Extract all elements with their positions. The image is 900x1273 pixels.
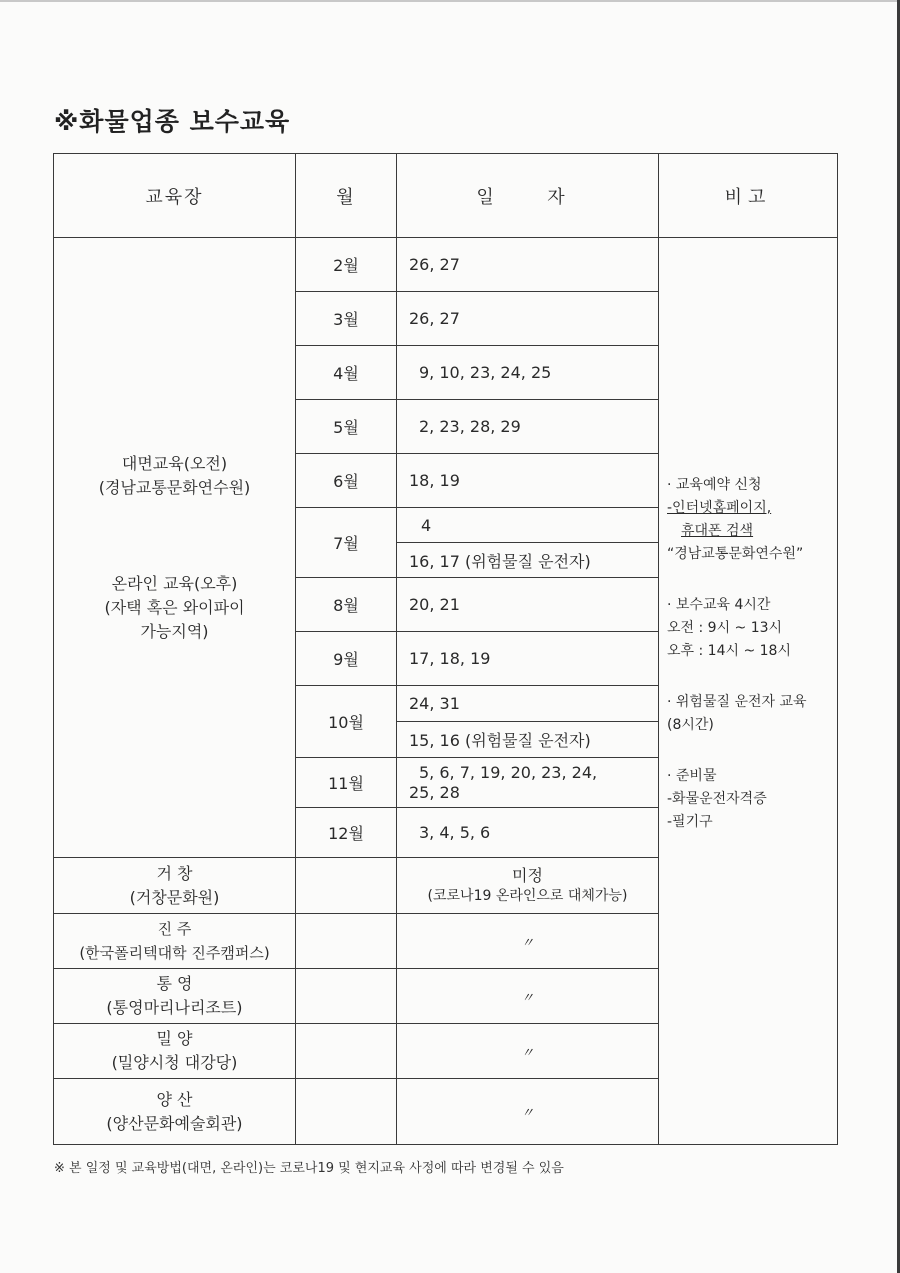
month-cell: 10월	[296, 686, 397, 758]
remarks-line: -필기구	[667, 814, 713, 830]
education-schedule-table	[53, 153, 838, 1145]
month-cell-empty	[296, 858, 397, 914]
main-venue-line: (자택 혹은 와이파이	[104, 597, 245, 617]
dates-cell-hazmat: 15, 16 (위험물질 운전자)	[397, 722, 659, 758]
month-cell: 11월	[296, 758, 397, 808]
remarks-line: (8시간)	[667, 717, 714, 733]
venue-name: 통 영	[156, 974, 193, 993]
venue-name: 거 창	[156, 863, 193, 883]
month-cell: 5월	[296, 400, 397, 454]
dates-line: 25, 28	[409, 782, 460, 802]
remarks-line: -화물운전자격증	[667, 791, 767, 807]
month-cell: 6월	[296, 454, 397, 508]
venue-name: 밀 양	[156, 1029, 193, 1048]
month-cell-empty	[296, 1024, 397, 1079]
month-cell: 12월	[296, 808, 397, 858]
dates-cell: 20, 21	[397, 578, 659, 632]
dates-cell: 2, 23, 28, 29	[397, 400, 659, 454]
dates-cell	[397, 758, 659, 808]
main-venue-cell	[54, 238, 296, 858]
month-cell: 8월	[296, 578, 397, 632]
dates-undecided: 미정	[512, 865, 543, 885]
page-top-edge	[0, 0, 900, 2]
venue-cell	[54, 1079, 296, 1145]
month-cell-empty	[296, 1079, 397, 1145]
remarks-cell	[659, 238, 838, 1145]
venue-place: (밀양시청 대강당)	[111, 1053, 238, 1072]
remarks-line: 오후 : 14시 ~ 18시	[667, 643, 791, 659]
remarks-line: “경남교통문화연수원”	[667, 546, 804, 562]
table-header-row	[54, 154, 838, 238]
venue-name: 양 산	[156, 1089, 193, 1109]
remarks-line: · 교육예약 신청	[667, 477, 762, 493]
venue-cell	[54, 858, 296, 914]
remarks-line: -인터넷홈페이지,	[667, 500, 772, 516]
month-cell-empty	[296, 914, 397, 969]
footnote: ※ 본 일정 및 교육방법(대면, 온라인)는 코로나19 및 현지교육 사정에 따라 변경될 수 있음	[54, 1161, 564, 1176]
venue-cell	[54, 914, 296, 969]
table-row	[54, 238, 838, 292]
venue-place: (통영마리나리조트)	[106, 998, 243, 1017]
venue-place: (양산문화예술회관)	[106, 1113, 243, 1133]
dates-cell: 〃	[397, 1024, 659, 1079]
dates-cell: 4	[397, 508, 659, 543]
main-venue-line: (경남교통문화연수원)	[98, 477, 251, 497]
remarks-line: · 보수교육 4시간	[667, 597, 771, 613]
main-venue-line: 온라인 교육(오후)	[111, 573, 238, 593]
month-cell-empty	[296, 969, 397, 1024]
header-venue: 교육장	[54, 154, 296, 238]
main-venue-line: 대면교육(오전)	[121, 453, 228, 473]
header-dates: 일 자	[397, 154, 659, 238]
dates-cell: 24, 31	[397, 686, 659, 722]
venue-place: (한국폴리텍대학 진주캠퍼스)	[79, 944, 270, 962]
month-cell: 9월	[296, 632, 397, 686]
month-cell: 3월	[296, 292, 397, 346]
header-month: 월	[296, 154, 397, 238]
venue-cell	[54, 1024, 296, 1079]
venue-name: 진 주	[157, 920, 192, 938]
dates-line: 5, 6, 7, 19, 20, 23, 24,	[419, 762, 598, 782]
month-cell: 4월	[296, 346, 397, 400]
dates-note: (코로나19 온라인으로 대체가능)	[427, 887, 628, 904]
remarks-line: · 위험물질 운전자 교육	[667, 694, 807, 710]
month-cell: 7월	[296, 508, 397, 578]
dates-cell: 17, 18, 19	[397, 632, 659, 686]
month-cell: 2월	[296, 238, 397, 292]
remarks-line: 휴대폰 검색	[681, 523, 754, 539]
venue-cell	[54, 969, 296, 1024]
venue-place: (거창문화원)	[129, 887, 220, 907]
dates-cell: 3, 4, 5, 6	[397, 808, 659, 858]
main-venue-line: 가능지역)	[140, 621, 209, 641]
dates-cell: 18, 19	[397, 454, 659, 508]
dates-cell	[397, 858, 659, 914]
dates-cell: 9, 10, 23, 24, 25	[397, 346, 659, 400]
remarks-line: · 준비물	[667, 768, 717, 784]
header-remarks: 비고	[659, 154, 838, 238]
remarks-line: 오전 : 9시 ~ 13시	[667, 620, 783, 636]
dates-cell: 〃	[397, 969, 659, 1024]
dates-cell: 〃	[397, 914, 659, 969]
dates-cell: 26, 27	[397, 238, 659, 292]
dates-cell: 〃	[397, 1079, 659, 1145]
dates-cell-hazmat: 16, 17 (위험물질 운전자)	[397, 543, 659, 578]
page-title: ※화물업종 보수교육	[54, 107, 291, 136]
dates-cell: 26, 27	[397, 292, 659, 346]
